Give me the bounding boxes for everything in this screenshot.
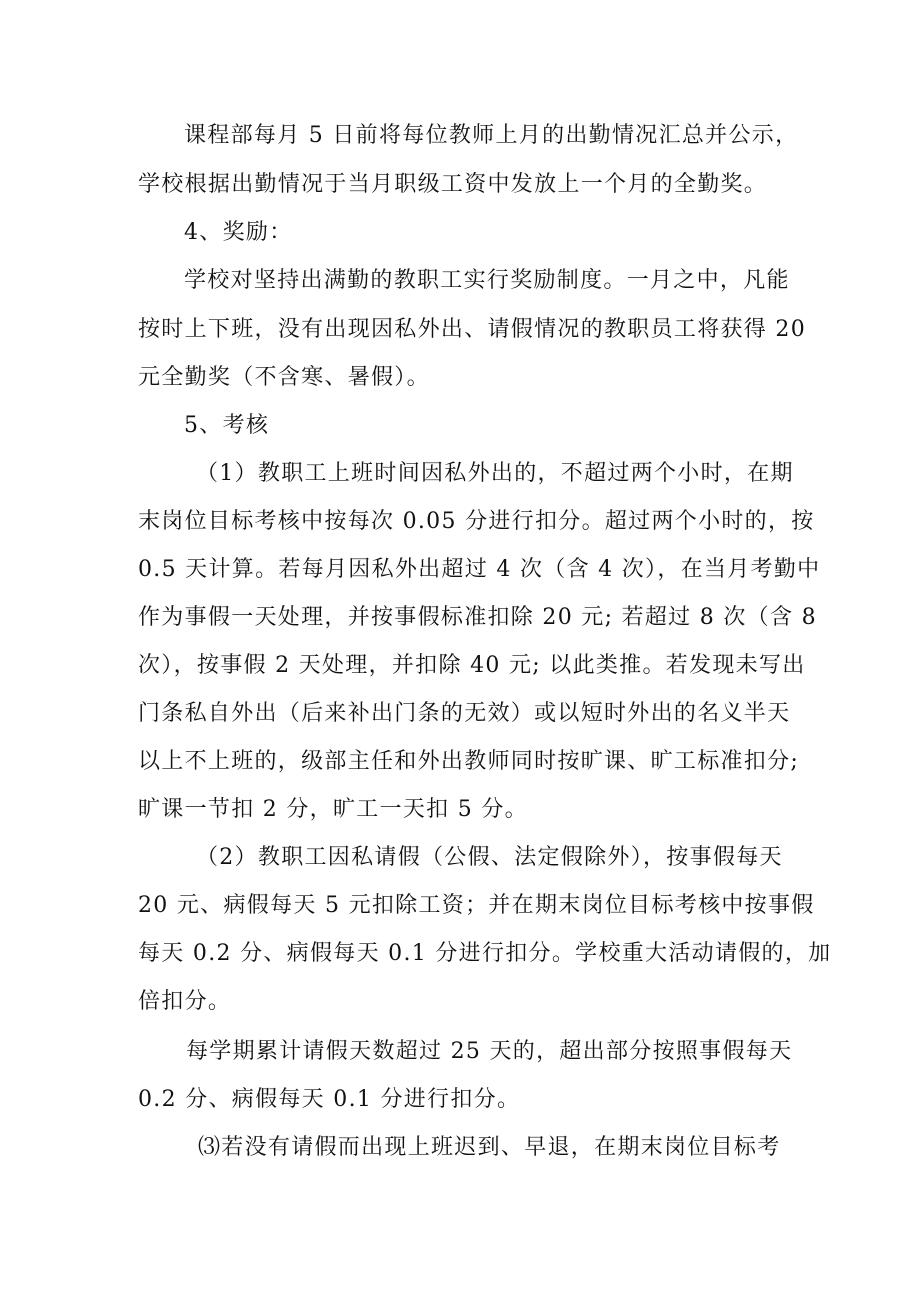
paragraph-reward-line-1: 学校对坚持出满勤的教职工实行奖励制度。一月之中，凡能: [184, 268, 790, 293]
item-3-line-1: ⑶若没有请假而出现上班迟到、早退，在期末岗位目标考: [198, 1135, 781, 1160]
paragraph-semester-line-2: 0.2 分、病假每天 0.1 分进行扣分。: [138, 1087, 521, 1112]
item-1-line-7: 以上不上班的，级部主任和外出教师同时按旷课、旷工标准扣分;: [138, 749, 800, 774]
section-heading-assessment: 5、考核: [184, 413, 270, 438]
item-1-line-4: 作为事假一天处理，并按事假标准扣除 20 元; 若超过 8 次（含 8: [138, 605, 817, 630]
section-heading-reward: 4、奖励：: [184, 220, 293, 245]
item-2-line-1: （2）教职工因私请假（公假、法定假除外），按事假每天: [196, 845, 783, 870]
item-2-line-3: 每天 0.2 分、病假每天 0.1 分进行扣分。学校重大活动请假的，加: [138, 941, 832, 966]
paragraph-reward-line-2: 按时上下班，没有出现因私外出、请假情况的教职员工将获得 20: [138, 317, 806, 342]
item-1-line-1: （1）教职工上班时间因私外出的，不超过两个小时，在期: [196, 461, 794, 486]
item-1-line-3: 0.5 天计算。若每月因私外出超过 4 次（含 4 次），在当月考勤中: [138, 557, 821, 582]
item-1-line-6: 门条私自外出（后来补出门条的无效）或以短时外出的名义半天: [138, 701, 791, 726]
item-1-line-2: 末岗位目标考核中按每次 0.05 分进行扣分。超过两个小时的，按: [138, 509, 815, 534]
paragraph-attendance-line-1: 课程部每月 5 日前将每位教师上月的出勤情况汇总并公示，: [184, 123, 799, 148]
item-1-line-8: 旷课一节扣 2 分，旷工一天扣 5 分。: [138, 797, 528, 822]
item-1-line-5: 次），按事假 2 天处理，并扣除 40 元; 以此类推。若发现未写出: [138, 653, 806, 678]
paragraph-semester-line-1: 每学期累计请假天数超过 25 天的，超出部分按照事假每天: [186, 1039, 793, 1064]
item-2-line-2: 20 元、病假每天 5 元扣除工资；并在期末岗位目标考核中按事假: [138, 893, 815, 918]
paragraph-reward-line-3: 元全勤奖（不含寒、暑假）。: [138, 365, 430, 390]
item-2-line-4: 倍扣分。: [138, 989, 232, 1014]
paragraph-attendance-line-2: 学校根据出勤情况于当月职级工资中发放上一个月的全勤奖。: [138, 172, 768, 197]
